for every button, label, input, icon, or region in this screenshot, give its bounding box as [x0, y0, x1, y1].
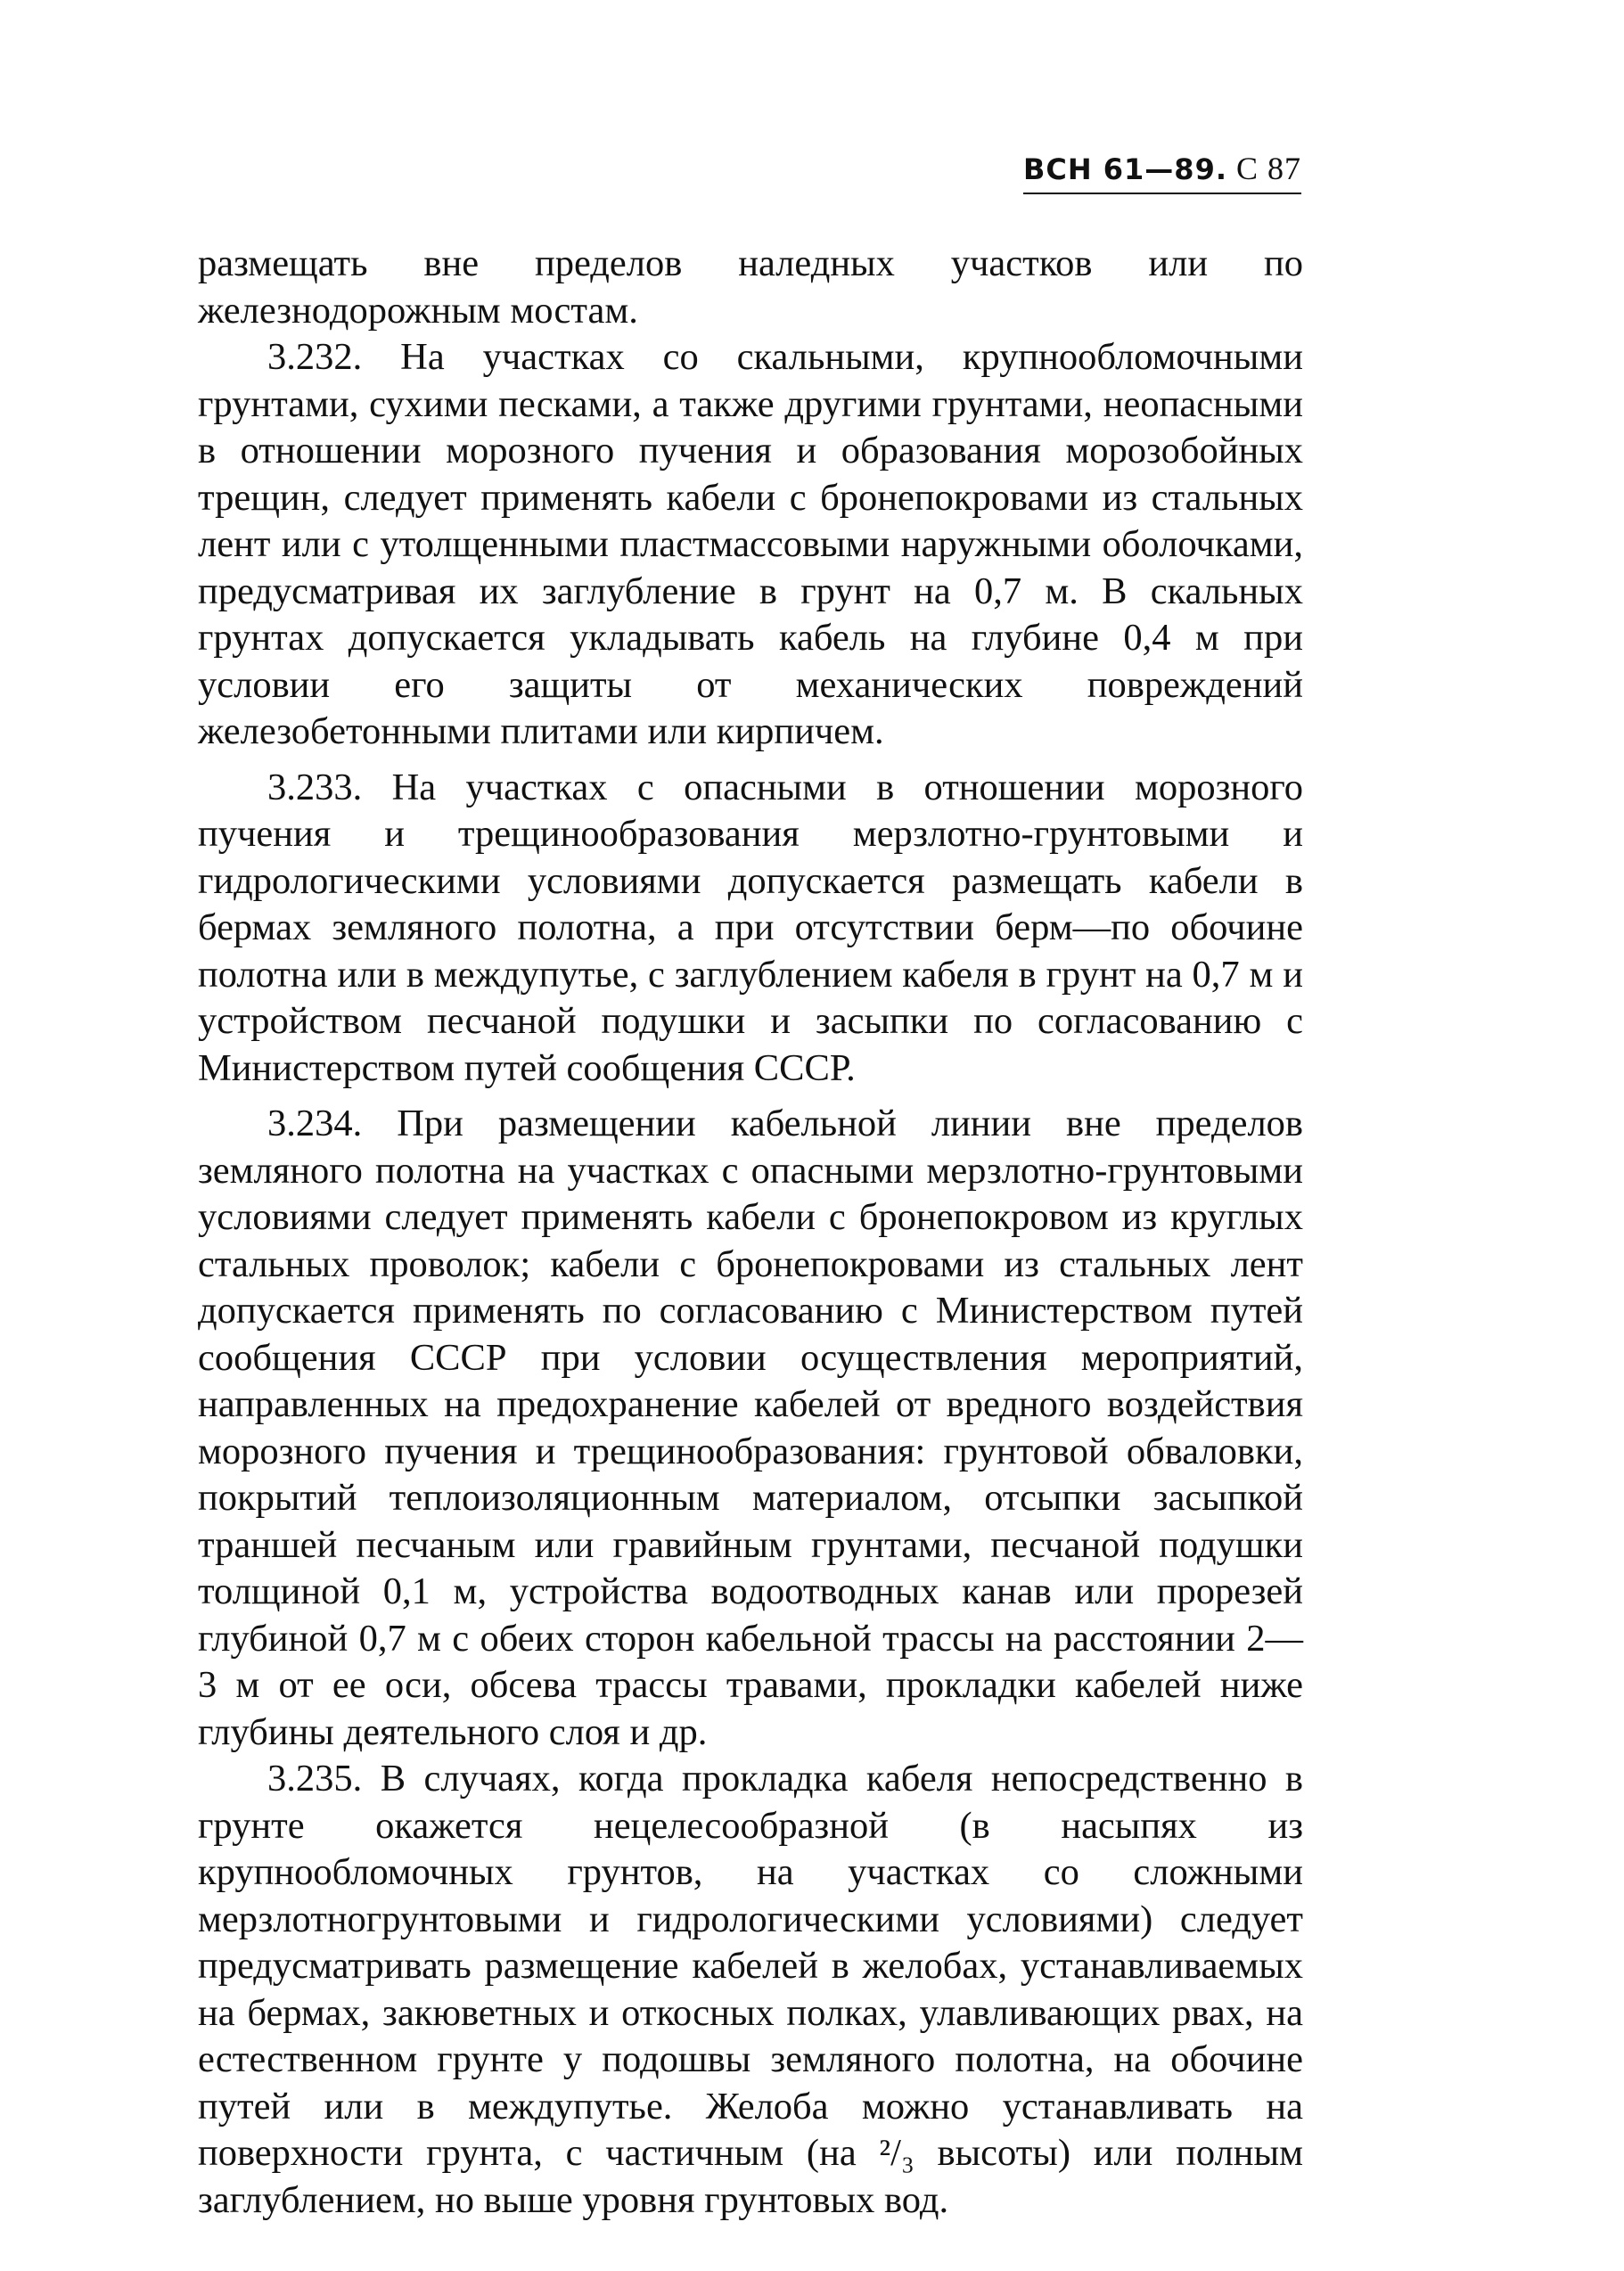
paragraph-3-234: 3.234. При размещении кабельной линии вне пределов земляного полотна на участках с опасными мерзлотно-грунтовыми условиями следует применять кабели с бронепокровом из круглых стальных проволок; кабели с бронепокровами из стальных лент допускается применять по согласованию с Министерством путей сообщения СССР при условии осуществления мероприятий, направленных на предохранение кабелей от вредного воздействия морозного пучения и трещинообразования: грунтовой обваловки, покрытий теплоизоляционным материалом, отсыпки засыпкой траншей песчаным или гравийным грунтами, песчаной подушки толщиной 0,1 м, устройства водоотводных канав или прорезей глубиной 0,7 м с обеих сторон кабельной трассы на расстоянии 2—3 м от ее оси, обсева трассы травами, прокладки кабелей ниже глубины деятельного слоя и др.	[198, 1103, 1303, 1753]
page-header	[1023, 150, 1301, 194]
page-number: С 87	[1235, 151, 1301, 186]
document-body	[198, 241, 1303, 2224]
paragraph-continuation: размещать вне пределов наледных участков или по железнодорожным мостам.	[198, 242, 1303, 332]
paragraph-3-232: 3.232. На участках со скальными, крупнообломочными грунтами, сухими песками, а также другими грунтами, неопасными в отношении морозного пучения и образования морозобойных трещин, следует применять кабели с бронепокровами из стальных лент или с утолщенными пластмассовыми наружными оболочками, предусматривая их заглубление в грунт на 0,7 м. В скальных грунтах допускается укладывать кабель на глубине 0,4 м при условии его защиты от механических повреждений железобетонными плитами или кирпичем.	[198, 336, 1303, 752]
document-code: ВСН 61—89.	[1022, 152, 1227, 186]
paragraph-3-235: 3.235. В случаях, когда прокладка кабеля непосредственно в грунте окажется нецелесообразной (в насыпях из крупнообломочных грунтов, на участках со сложными мерзлотногрунтовыми и гидрологическими условиями) следует предусматривать размещение кабелей в желобах, устанавливаемых на бермах, закюветных и откосных полках, улавливающих рвах, на естественном грунте у подошвы земляного полотна, на обочине путей или в междупутье. Желоба можно устанавливать на поверхности грунта, с частичным (на ²/₃ высоты) или полным заглублением, но выше уровня грунтовых вод.	[198, 1758, 1303, 2221]
paragraph-3-233: 3.233. На участках с опасными в отношении морозного пучения и трещинообразования мерзлотно-грунтовыми и гидрологическими условиями допускается размещать кабели в бермах земляного полотна, а при отсутствии берм—по обочине полотна или в междупутье, с заглублением кабеля в грунт на 0,7 м и устройством песчаной подушки и засыпки по согласованию с Министерством путей сообщения СССР.	[198, 766, 1303, 1089]
